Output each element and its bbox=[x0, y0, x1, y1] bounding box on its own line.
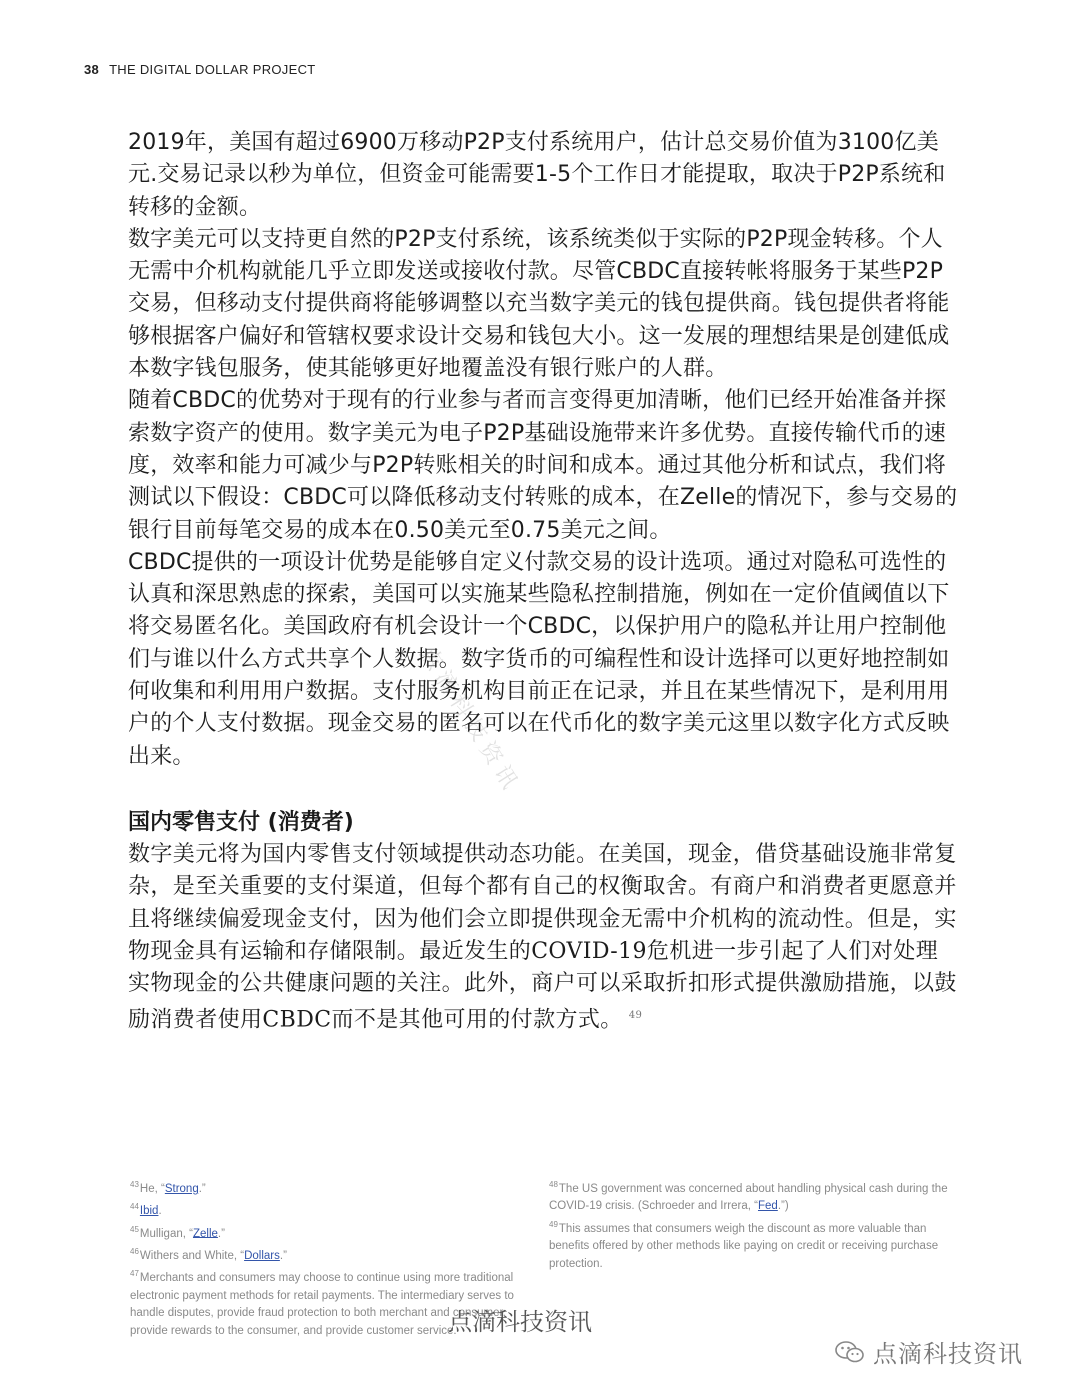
diagonal-watermark: 点滴科技资讯 bbox=[414, 642, 525, 799]
footnote-46: $^{46}$Withers and White, “Dollars.” bbox=[130, 1246, 287, 1262]
center-watermark: 点滴科技资讯 bbox=[448, 1308, 592, 1336]
page-number: 38 bbox=[84, 62, 100, 77]
document-title: THE DIGITAL DOLLAR PROJECT bbox=[109, 62, 316, 77]
footnote-link[interactable]: Dollars bbox=[244, 1249, 280, 1262]
footnote-ref[interactable]: 49 bbox=[628, 1010, 643, 1022]
footnote-link[interactable]: Fed bbox=[757, 1200, 778, 1213]
footnote-link[interactable]: Zelle bbox=[192, 1227, 218, 1240]
paragraph-privacy-design: CBDC提供的一项设计优势是能够自定义付款交易的设计选项。通过对隐私可选性的认真和深思熟虑的探索，美国可以实施某些隐私控制措施，例如在一定价值阈值以下将交易匿名化。美国政府有机会设计一个CBDC，以保护用户的隐私并让用户控制他们与谁以什么方式共享个人数据。数字货币的可编程性和设计选择可以更好地控制如何收集和利用用户数据。支付服务机构目前正在记录，并且在某些情况下，是利用用户的个人支付数据。现金交易的匿名可以在代币化的数字美元这里以数字化方式反映出来。 bbox=[128, 549, 950, 769]
footnote-link[interactable]: Strong bbox=[164, 1182, 199, 1195]
footnote-48: $^{48}$The US government was concerned about handling physical cash during the COVID-19 crisis. (Schroeder and Irrera, “Fed.”) bbox=[549, 1180, 948, 1213]
footnotes-right-column bbox=[549, 1176, 959, 1273]
footnote-44: $^{44}$Ibid. bbox=[130, 1202, 162, 1218]
brand-name: 点滴科技资讯 bbox=[873, 1340, 1023, 1368]
paragraph-retail-payments bbox=[128, 839, 958, 1037]
footnote-43: $^{43}$He, “Strong.” bbox=[130, 1180, 206, 1195]
paragraph-natural-p2p: 数字美元可以支持更自然的P2P支付系统，该系统类似于实际的P2P现金转移。个人无需中介机构就能几乎立即发送或接收付款。尽管CBDC直接转帐将服务于某些P2P交易，但移动支付提供商将能够调整以充当数字美元的钱包提供商。钱包提供者将能够根据客户偏好和管辖权要求设计交易和钱包大小。这一发展的理想结果是创建低成本数字钱包服务，使其能够更好地覆盖没有银行账户的人群。 bbox=[128, 226, 950, 382]
page-header bbox=[84, 62, 316, 77]
section-heading-retail-payments: 国内零售支付 (消费者) bbox=[128, 809, 354, 835]
wechat-icon bbox=[835, 1340, 865, 1364]
paragraph-retail-text: 数字美元将为国内零售支付领域提供动态功能。在美国，现金，借贷基础设施非常复杂，是至关重要的支付渠道，但每个都有自己的权衡取舍。有商户和消费者更愿意并且将继续偏爱现金支付，因为他们会立即提供现金无需中介机构的流动性。但是，实物现金具有运输和存储限制。最近发生的COVID-19危机进一步引起了人们对处理实物现金的公共健康问题的关注。此外，商户可以采取折扣形式提供激励措施，以鼓励消费者使用CBDC而不是其他可用的付款方式。 bbox=[128, 841, 957, 1033]
footnote-link[interactable]: Ibid bbox=[139, 1205, 159, 1218]
footnote-47: $^{47}$Merchants and consumers may choose to continue using more traditional electronic payment methods for retail payments. The intermediary serves to handle disputes, provide fraud protection to both merchant and consumer, provide rewards to the consumer, and provide customer service. bbox=[130, 1269, 514, 1337]
main-body bbox=[128, 127, 958, 1037]
footnote-45: $^{45}$Mulligan, “Zelle.” bbox=[130, 1224, 225, 1240]
paragraph-p2p-stats: 2019年，美国有超过6900万移动P2P支付系统用户，估计总交易价值为3100亿美元.交易记录以秒为单位，但资金可能需要1-5个工作日才能提取，取决于P2P系统和转移的金额。 bbox=[128, 130, 946, 220]
footnote-49: $^{49}$This assumes that consumers weigh the discount as more valuable than benefits offered by other methods like paying on credit or receiving purchase protection. bbox=[549, 1219, 939, 1270]
brand-watermark bbox=[835, 1334, 1023, 1369]
paragraph-industry-advantages: 随着CBDC的优势对于现有的行业参与者而言变得更加清晰，他们已经开始准备并探索数字资产的使用。数字美元为电子P2P基础设施带来许多优势。直接传输代币的速度，效率和能力可减少与P2P转账相关的时间和成本。通过其他分析和试点，我们将测试以下假设：CBDC可以降低移动支付转账的成本，在Zelle的情况下，参与交易的银行目前每笔交易的成本在0.50美元至0.75美元之间。 bbox=[128, 388, 958, 543]
